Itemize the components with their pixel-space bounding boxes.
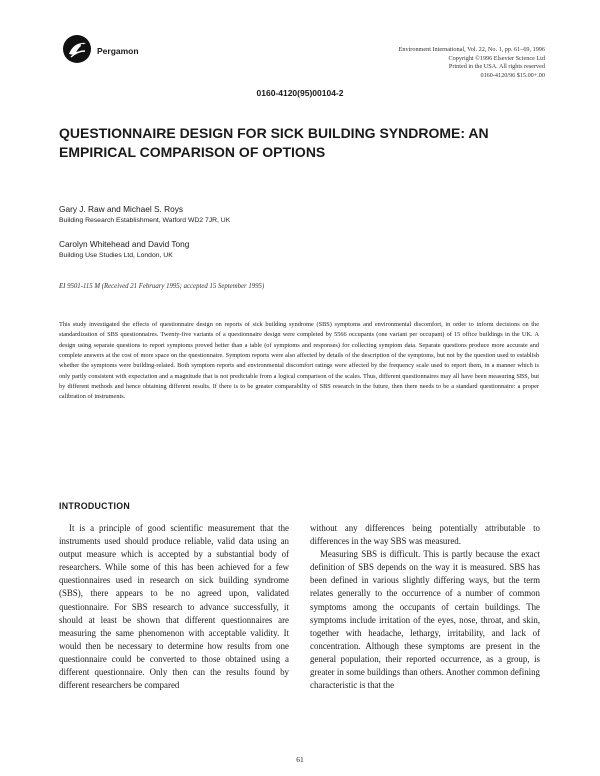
author-affiliation: Building Research Establishment, Watford WD2 7JR, UK: [59, 217, 231, 224]
author-names: Carolyn Whitehead and David Tong: [59, 239, 190, 249]
body-column-left: [59, 522, 289, 692]
body-paragraph: without any differences being potentially attributable to differences in the way SBS was measured.: [310, 523, 540, 547]
article-doi: 0160-4120(95)00104-2: [256, 88, 344, 98]
journal-line: Copyright ©1996 Elsevier Science Ltd: [448, 54, 545, 62]
section-heading-introduction: INTRODUCTION: [59, 501, 131, 511]
received-dates: EI 9501-115 M (Received 21 February 1995; accepted 15 September 1995): [59, 283, 265, 290]
article-title: QUESTIONNAIRE DESIGN FOR SICK BUILDING SYNDROME: AN EMPIRICAL COMPARISON OF OPTIONS: [59, 125, 489, 160]
page-number: 61: [296, 755, 304, 764]
author-affiliation: Building Use Studies Ltd, London, UK: [59, 252, 173, 259]
abstract-text: This study investigated the effects of questionnaire design on reports of sick building syndrome (SBS) symptoms and environmental discomfort, in order to inform decisions on the standardization of SBS questionnaires. Twenty-five variants of a questionnaire design were completed by 5566 occupants (one variant per occupant) of 15 office buildings in the UK. A design using separate questions to report symptoms proved better than a table (of symptoms and responses) for collecting symptom data. Separate questions produce more accurate and complete answers at the cost of more space on the questionnaire. Symptom reports were also affected by details of the description of the symptoms, but not by the question used to establish whether the symptoms were building-related. Both symptom reports and environmental discomfort ratings were affected by the frequency scale used to report them, in a manner which is only partly consistent with expectation and a magnitude that is not predictable from a logical comparison of the scales. Thus, different questionnaires may all have been measuring SBS, but by different methods and hence obtaining different results. If there is to be greater comparability of SBS research in the future, then there needs to be a standard questionnaire: a proper calibration of instruments.: [59, 321, 539, 401]
journal-line: Environment International, Vol. 22, No. 1, pp. 61–69, 1996: [398, 46, 545, 53]
journal-citation: [315, 46, 545, 80]
body-paragraph: It is a principle of good scientific measurement that the instruments used should produce reliable, valid data using an output measure which is accepted by a substantial body of researchers. While some of this has been achieved for a few questionnaires used in research on sick building syndrome (SBS), there appears to be no agreed upon, validated questionnaire. For SBS research to advance successfully, it should at least be shown that different questionnaires are measuring the same phenomenon with acceptable validity. It would then be necessary to determine how results from one questionnaire could be converted to those obtained using a different questionnaire. Only then can the results found by different researchers be compared: [59, 523, 289, 691]
journal-line: Printed in the USA. All rights reserved: [448, 63, 545, 71]
publisher-name: Pergamon: [97, 46, 139, 56]
journal-line: 0160-4120/96 $15.00+.00: [480, 71, 545, 79]
body-column-right: [310, 522, 540, 692]
body-paragraph: Measuring SBS is difficult. This is partly because the exact definition of SBS depends on the way it is measured. SBS has been defined in various slightly differing ways, but the term relates generally to the occurrence of a number of common symptoms among the occupants of certain buildings. The symptoms include irritation of the eyes, nose, throat, and skin, together with headache, lethargy, irritability, and lack of concentration. Although these symptoms are present in the general population, their reported occurrence, as a group, is greater in some buildings than others. Another common defining characteristic is that the: [310, 549, 540, 691]
author-names: Gary J. Raw and Michael S. Roys: [59, 204, 184, 214]
publisher-logo: [62, 34, 92, 64]
